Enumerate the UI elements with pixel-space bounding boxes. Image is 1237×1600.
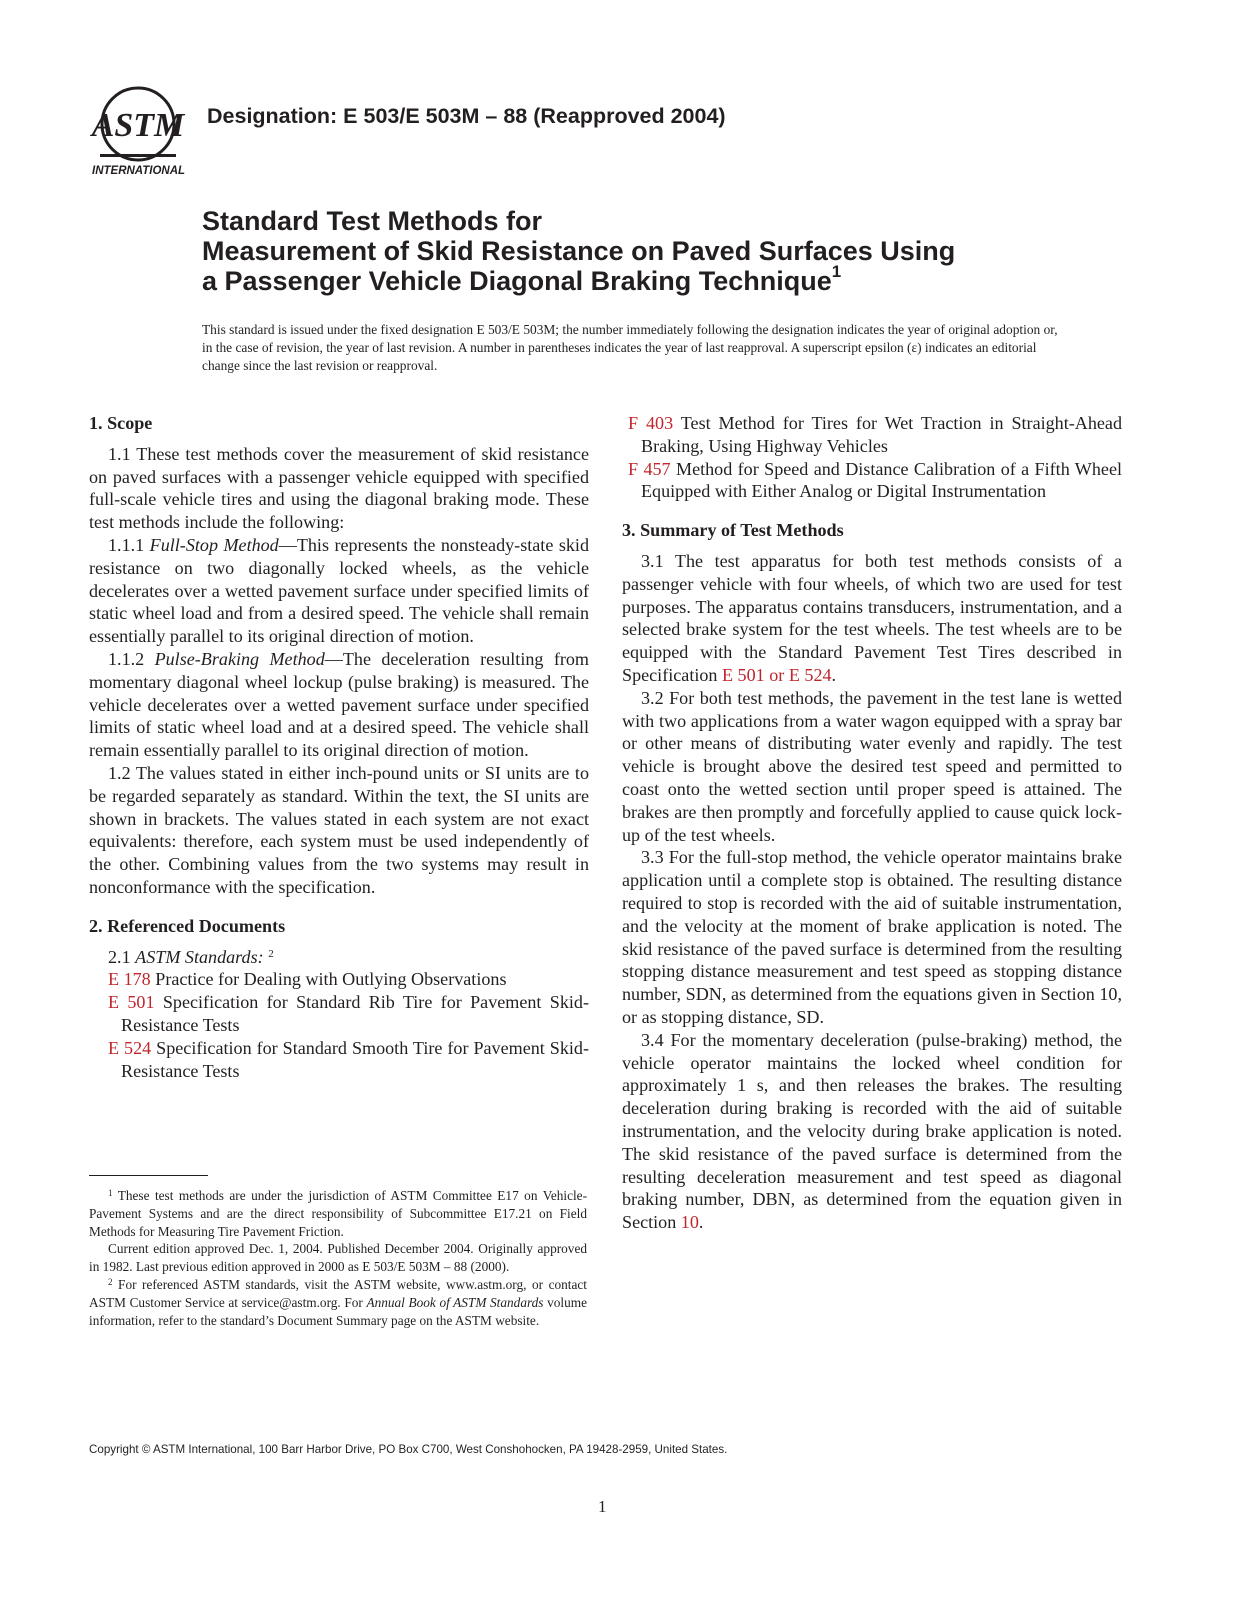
astm-logo xyxy=(90,84,194,180)
ref-link-f403[interactable]: F 403 xyxy=(628,413,674,433)
title-footnote-mark: 1 xyxy=(831,262,842,281)
footnote-divider xyxy=(89,1175,208,1176)
para-3-2: 3.2 For both test methods, the pavement in the test lane is wetted with two applications from a water wagon equipped with a spray bar or other means of distributing water evenly and rapidly. The test vehicle is brought above the desired test speed and permitted to coast onto the wetted section until proper speed is attained. The brakes are then promptly and forcefully applied to cause quick lock-up of the test wheels. xyxy=(622,687,1122,845)
issued-notice: This standard is issued under the fixed designation E 503/E 503M; the number immediately following the designation indicates the year of original adoption or, in the case of revision, the year of last revision. A number in parentheses indicates the year of last reapproval. A superscript epsilon (ε) indicates an editorial change since the last revision or reapproval. xyxy=(202,322,1058,373)
para-2-1-num: 2.1 xyxy=(108,946,131,967)
ref-item xyxy=(609,412,1122,458)
ref-link-f457[interactable]: F 457 xyxy=(628,458,671,479)
para-1-1-1-text: —This represents the nonsteady-state skid resistance on two diagonally locked wheels, as the vehicle decelerates over a wetted pavement surface under specified limits of static wheel load and from a desired speed. The vehicle shall remain essentially parallel to its original direction of motion. xyxy=(89,534,589,647)
footnote-2-book: Annual Book of ASTM Standards xyxy=(366,1294,544,1310)
document-title xyxy=(202,206,1102,296)
section-link-10[interactable]: 10 xyxy=(680,1212,699,1233)
term-pulse-braking: Pulse-Braking Method xyxy=(154,648,325,669)
ref-link-e524[interactable]: E 524 xyxy=(108,1037,152,1058)
title-line-2: Measurement of Skid Resistance on Paved Surfaces Using xyxy=(202,236,956,266)
title-line-3 xyxy=(202,262,1102,296)
title-line-3-text: a Passenger Vehicle Diagonal Braking Technique xyxy=(202,266,832,296)
para-3-4-end: . xyxy=(698,1212,704,1233)
para-3-1-text: 3.1 The test apparatus for both test methods consists of a passenger vehicle with four wheels, of which two are used for test purposes. The apparatus contains transducers, instrumentation, and a selected brake system for the test wheels. The test wheels are to be equipped with the Standard Pavement Test Tires described in Specification xyxy=(622,550,1122,685)
term-full-stop: Full-Stop Method xyxy=(149,534,279,555)
title-line-1: Standard Test Methods for xyxy=(202,206,543,236)
section-heading-scope: 1. Scope xyxy=(89,413,153,433)
para-1-1: 1.1 These test methods cover the measurement of skid resistance on paved surfaces with a passenger vehicle equipped with specified full-scale vehicle tires and using the diagonal braking mode. These test methods include the following: xyxy=(89,443,589,533)
para-3-3: 3.3 For the full-stop method, the vehicle operator maintains brake application until a complete stop is obtained. The resulting distance required to stop is recorded with the aid of suitable instrumentation, and the velocity at the moment of brake application is noted. The skid resistance of the paved surface is determined from the resulting stopping distance measurement and test speed as stopping distance number, SDN, as determined from the equations given in Section 10, or as stopping distance, SD. xyxy=(622,847,1122,1027)
ref-item xyxy=(609,458,1122,504)
ref-text: Method for Speed and Distance Calibration of a Fifth Wheel Equipped with Either Analog or Digital Instrumentation xyxy=(641,458,1123,502)
term-astm-standards: ASTM Standards: xyxy=(135,946,264,967)
para-1-1-2-text: —The deceleration resulting from momentary diagonal wheel lockup (pulse braking) is measured. The vehicle decelerates over a wetted pavement surface under specified limits of static wheel load and at a desired speed. The vehicle shall remain essentially parallel to its original direction of motion. xyxy=(89,648,590,761)
footnote-1 xyxy=(89,1187,587,1240)
footnote-2-mark: 2 xyxy=(108,1276,113,1287)
right-column xyxy=(622,412,1122,1234)
designation: Designation: E 503/E 503M – 88 (Reapproved 2004) xyxy=(207,104,726,128)
ref-link-e178[interactable]: E 178 xyxy=(108,969,151,990)
logo-subtitle: INTERNATIONAL xyxy=(92,165,186,177)
copyright: Copyright © ASTM International, 100 Barr Harbor Drive, PO Box C700, West Conshohocken, PA 19428-2959, United States. xyxy=(89,1443,728,1456)
left-column xyxy=(89,412,589,1082)
para-3-1-end: . xyxy=(831,664,837,685)
footnote-1-edition: Current edition approved Dec. 1, 2004. Published December 2004. Originally approved in 1982. Last previous edition approved in 2000 as E 503/E 503M – 88 (2000). xyxy=(89,1241,587,1275)
ref-text: Specification for Standard Smooth Tire for Pavement Skid-Resistance Tests xyxy=(121,1037,589,1081)
page-number: 1 xyxy=(598,1497,607,1516)
ref-text: Specification for Standard Rib Tire for Pavement Skid-Resistance Tests xyxy=(121,992,589,1035)
astm-logo-icon xyxy=(90,84,194,180)
para-1-1-1-num: 1.1.1 xyxy=(108,534,145,555)
footnotes xyxy=(89,1187,587,1329)
ref-text: Practice for Dealing with Outlying Observations xyxy=(155,969,507,990)
footnote-mark-2: 2 xyxy=(268,947,274,960)
para-1-2: 1.2 The values stated in either inch-pound units or SI units are to be regarded separately as standard. Within the text, the SI units are shown in brackets. The values stated in each system are not exact equivalents: therefore, each system must be used independently of the other. Combining values from the two systems may result in nonconformance with the specification. xyxy=(89,762,589,897)
ref-link-e501[interactable]: E 501 xyxy=(108,992,155,1013)
ref-item xyxy=(89,968,589,991)
para-3-1 xyxy=(622,550,1122,687)
section-heading-referenced: 2. Referenced Documents xyxy=(89,915,286,936)
section-heading-summary: 3. Summary of Test Methods xyxy=(622,520,844,541)
para-1-1-2 xyxy=(89,648,589,762)
footnote-2-end: volume information, refer to the standard’s Document Summary page on the ASTM website. xyxy=(89,1294,587,1328)
ref-text: Test Method for Tires for Wet Traction in Straight-Ahead Braking, Using Highway Vehicles xyxy=(641,413,1123,456)
para-3-4-text: 3.4 For the momentary deceleration (pulse-braking) method, the vehicle operator maintains the locked wheel condition for approximately 1 s, and then releases the brakes. The resulting deceleration during braking is recorded with the aid of suitable instrumentation, and the velocity during brake application is noted. The skid resistance of the paved surface is determined from the resulting deceleration measurement and test speed as diagonal braking number, DBN, as determined from the equation given in Section xyxy=(622,1029,1122,1233)
footnote-1-text: These test methods are under the jurisdiction of ASTM Committee E17 on Vehicle-Pavement Systems and are the direct responsibility of Subcommittee E17.21 on Field Methods for Measuring Tire Pavement Friction. xyxy=(89,1188,587,1239)
para-1-1-1 xyxy=(89,534,589,648)
logo-letters: ASTM xyxy=(91,107,185,144)
ref-item xyxy=(89,991,589,1037)
para-3-4 xyxy=(622,1029,1122,1234)
ref-item xyxy=(89,1037,589,1083)
footnote-2-text: For referenced ASTM standards, visit the ASTM website, www.astm.org, or contact ASTM Customer Service at service@astm.org. For xyxy=(89,1276,588,1310)
para-1-1-2-num: 1.1.2 xyxy=(108,648,145,669)
spec-link-e501-e524[interactable]: E 501 or E 524 xyxy=(721,664,832,685)
para-2-1 xyxy=(89,946,589,969)
footnote-2 xyxy=(89,1276,587,1329)
footnote-1-mark: 1 xyxy=(108,1188,113,1198)
